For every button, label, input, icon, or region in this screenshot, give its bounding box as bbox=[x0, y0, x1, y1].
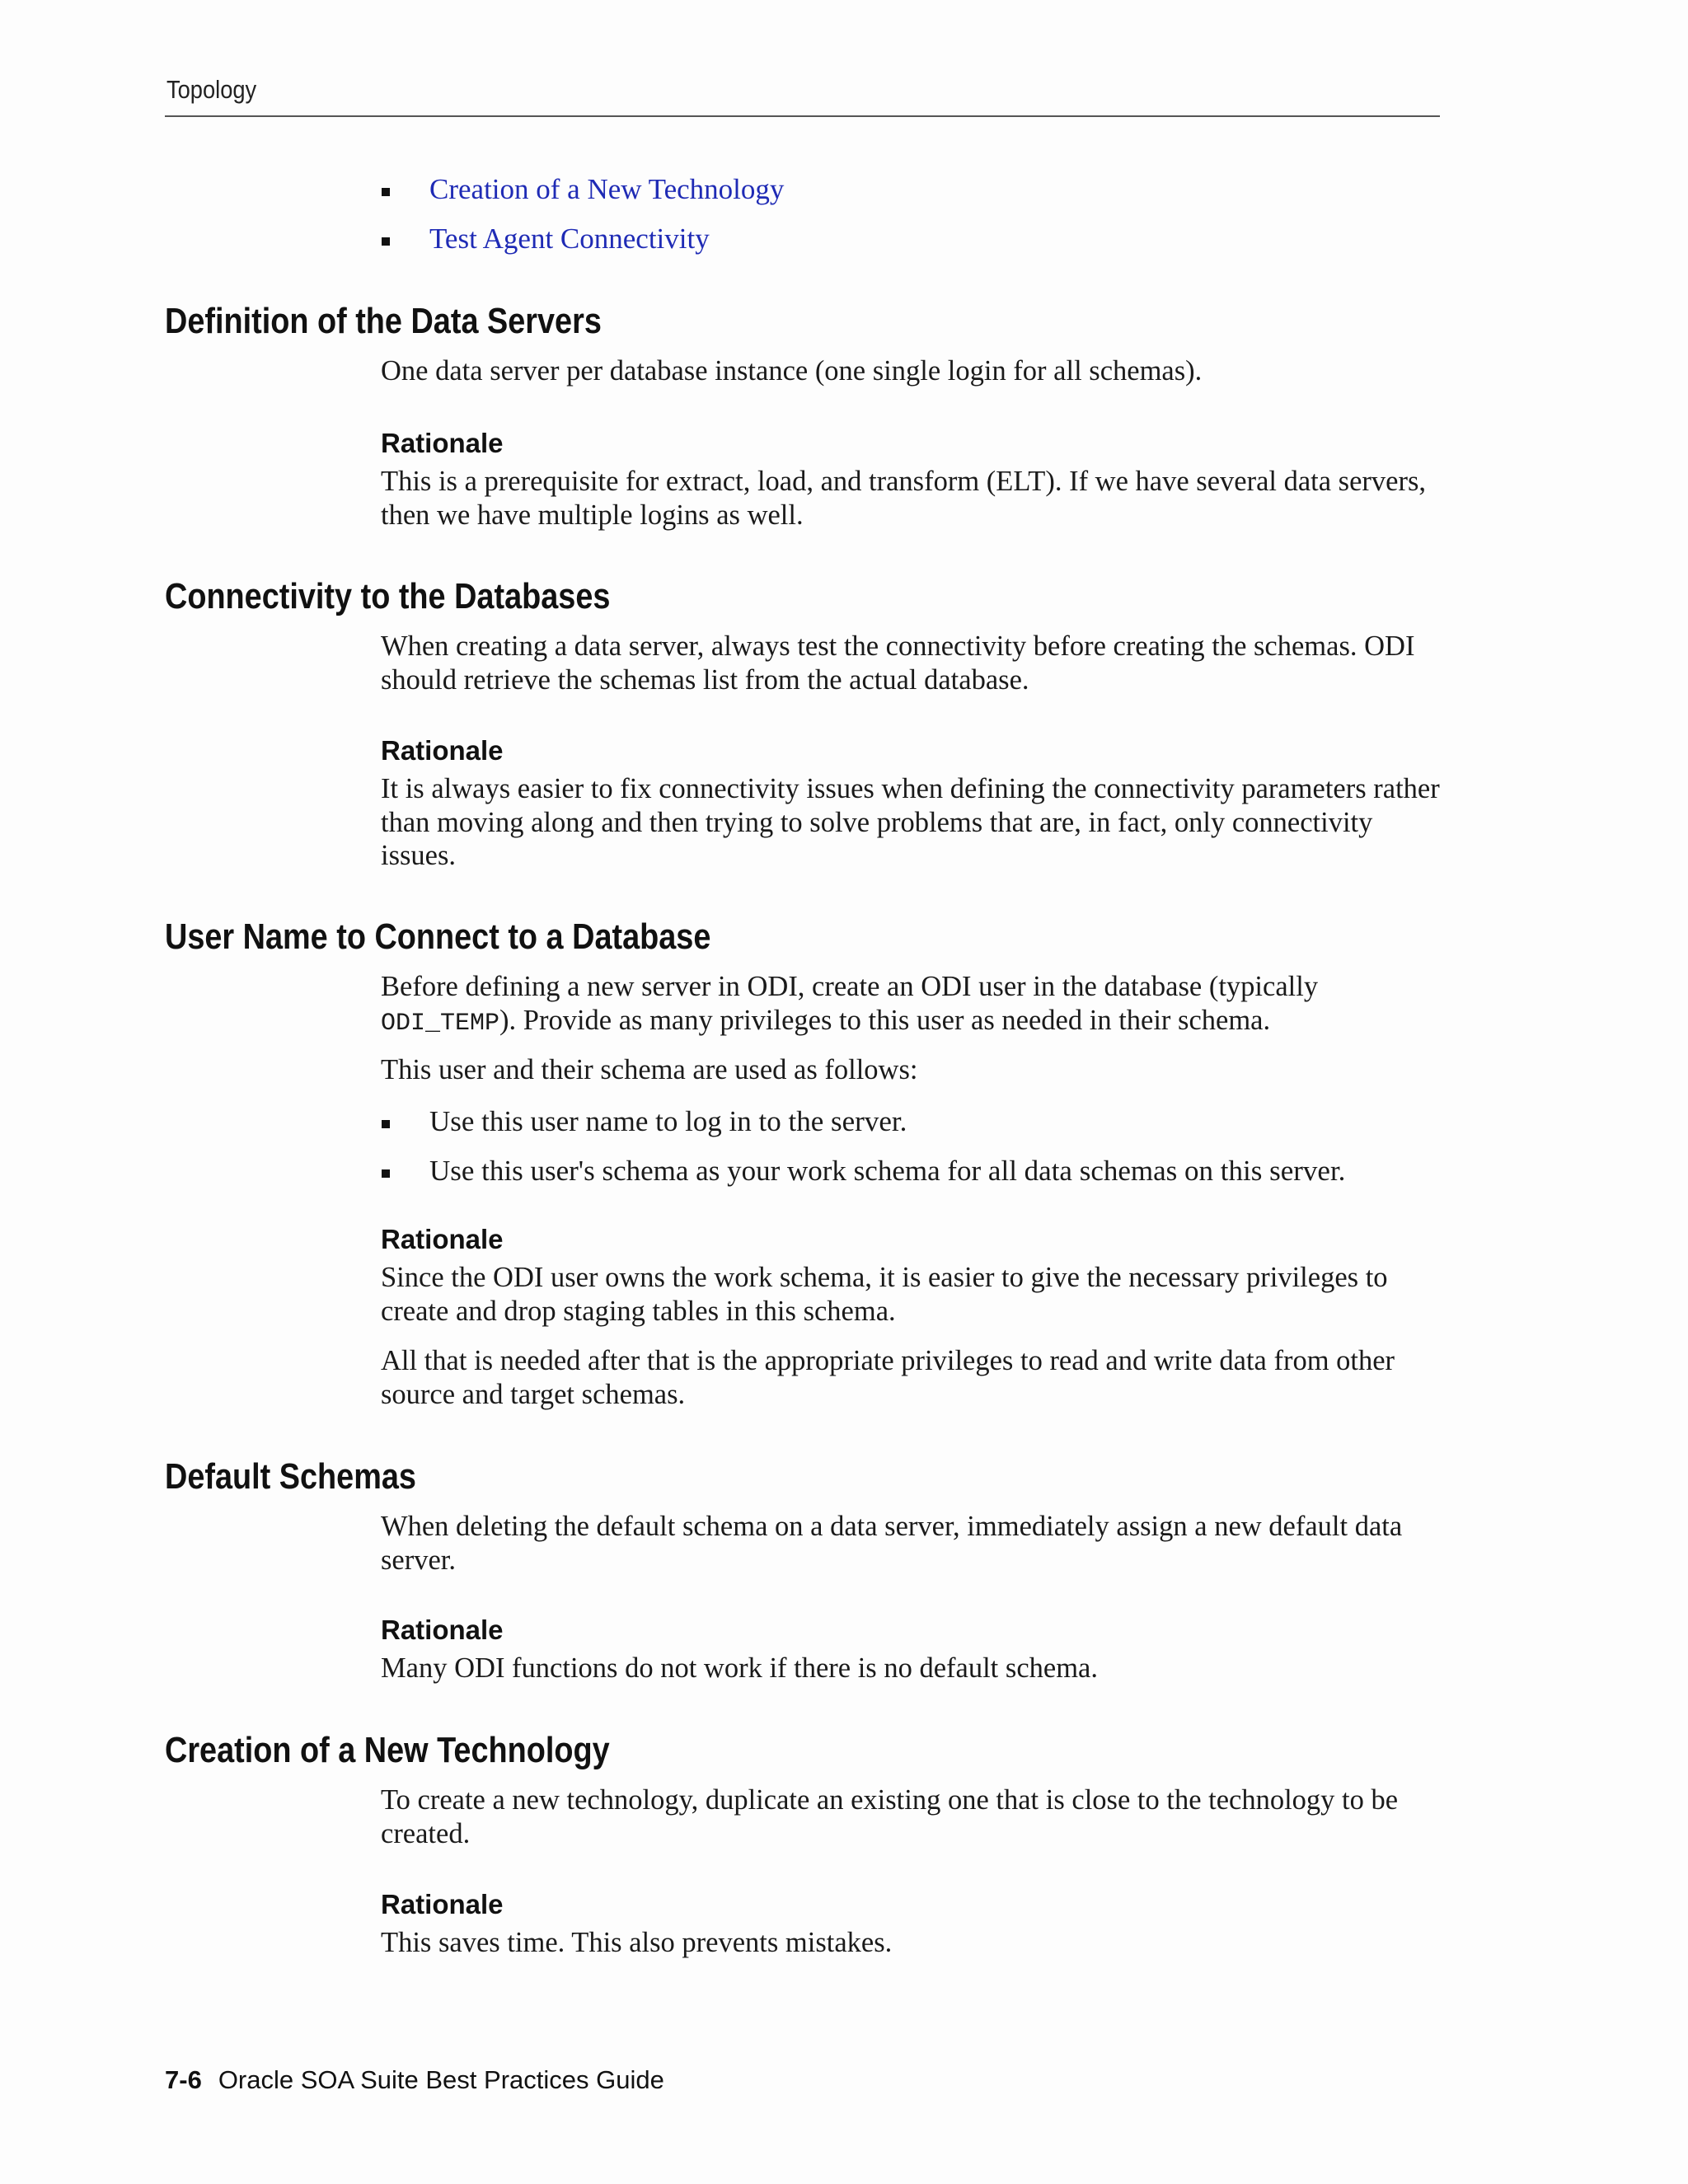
rationale-paragraph: Many ODI functions do not work if there is no default schema. bbox=[381, 1652, 1098, 1684]
list-item-text: Use this user's schema as your work schema for all data schemas on this server. bbox=[429, 1155, 1346, 1187]
rationale-paragraph: Since the ODI user owns the work schema, it is easier to give the necessary privileges to create and drop staging tables in this schema. bbox=[381, 1262, 1388, 1327]
header-divider bbox=[165, 115, 1440, 117]
bullet-icon bbox=[382, 188, 390, 196]
section-intro bbox=[381, 1053, 1444, 1087]
body-paragraph: When creating a data server, always test the connectivity before creating the schemas. ODI should retrieve the schemas list from the actual database. bbox=[381, 630, 1415, 696]
page-number: 7-6 bbox=[165, 2065, 202, 2094]
list-item-text: Use this user name to log in to the server. bbox=[429, 1105, 907, 1137]
rationale-label: Rationale bbox=[381, 735, 504, 766]
body-paragraph: One data server per database instance (one single login for all schemas). bbox=[381, 355, 1203, 387]
page-footer bbox=[165, 2064, 664, 2097]
rationale-body bbox=[381, 1261, 1444, 1328]
bullet-icon bbox=[382, 237, 390, 246]
header-title: Topology bbox=[166, 75, 257, 104]
rationale-body bbox=[381, 1652, 1444, 1685]
rationale-label: Rationale bbox=[381, 1224, 504, 1254]
body-paragraph bbox=[381, 970, 1444, 1040]
section-heading: User Name to Connect to a Database bbox=[165, 916, 711, 957]
rationale-body bbox=[381, 465, 1444, 532]
body-paragraph: This user and their schema are used as follows: bbox=[381, 1054, 918, 1085]
book-title: Oracle SOA Suite Best Practices Guide bbox=[218, 2065, 664, 2094]
section-body bbox=[381, 630, 1444, 696]
rationale-paragraph: This is a prerequisite for extract, load, and transform (ELT). If we have several data servers, then we have multiple logins as well. bbox=[381, 466, 1427, 531]
rationale-paragraph: All that is needed after that is the appropriate privileges to read and write data from other source and target schemas. bbox=[381, 1345, 1395, 1410]
link-creation-of-new-technology[interactable]: Creation of a New Technology bbox=[429, 173, 785, 205]
bullet-icon bbox=[382, 1120, 390, 1128]
link-test-agent-connectivity[interactable]: Test Agent Connectivity bbox=[429, 223, 710, 255]
section-heading: Creation of a New Technology bbox=[165, 1730, 610, 1770]
rationale-body bbox=[381, 1926, 1444, 1960]
rationale-label: Rationale bbox=[381, 1615, 504, 1645]
body-paragraph: To create a new technology, duplicate an existing one that is close to the technology to be created. bbox=[381, 1784, 1399, 1849]
section-heading: Definition of the Data Servers bbox=[165, 301, 602, 341]
body-text: ). Provide as many privileges to this user as needed in their schema. bbox=[499, 1004, 1271, 1036]
rationale-label: Rationale bbox=[381, 428, 504, 458]
section-body bbox=[381, 970, 1444, 1040]
rationale-body bbox=[381, 772, 1444, 873]
body-text: Before defining a new server in ODI, create an ODI user in the database (typically bbox=[381, 971, 1319, 1002]
section-body bbox=[381, 1510, 1444, 1577]
section-heading: Default Schemas bbox=[165, 1456, 416, 1497]
rationale-body bbox=[381, 1344, 1444, 1411]
bullet-icon bbox=[382, 1169, 390, 1178]
section-heading: Connectivity to the Databases bbox=[165, 576, 611, 616]
rationale-paragraph: This saves time. This also prevents mistakes. bbox=[381, 1927, 893, 1958]
body-paragraph: When deleting the default schema on a data server, immediately assign a new default data server. bbox=[381, 1511, 1403, 1576]
rationale-paragraph: It is always easier to fix connectivity issues when defining the connectivity parameters rather than moving along and then trying to solve problems that are, in fact, only connectivity issues. bbox=[381, 773, 1440, 871]
code-literal: ODI_TEMP bbox=[381, 1009, 500, 1038]
rationale-label: Rationale bbox=[381, 1889, 504, 1919]
section-body bbox=[381, 354, 1444, 388]
section-body bbox=[381, 1783, 1444, 1850]
